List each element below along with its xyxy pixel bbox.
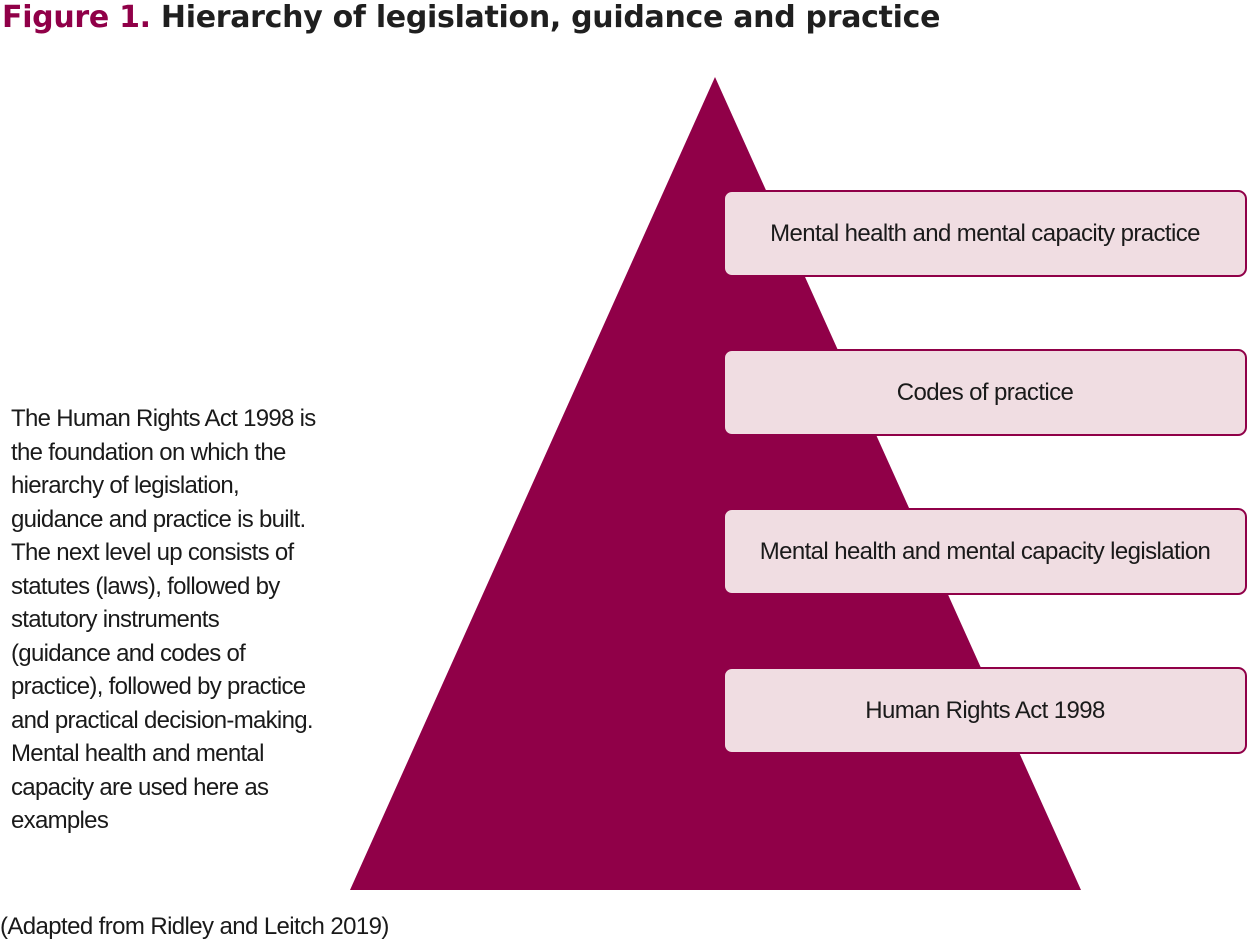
level-human-rights-act-label: Human Rights Act 1998 bbox=[865, 696, 1105, 724]
level-practice bbox=[723, 190, 1247, 277]
level-human-rights-act bbox=[723, 667, 1247, 754]
level-practice-label: Mental health and mental capacity practice bbox=[770, 219, 1200, 247]
level-codes-of-practice-label: Codes of practice bbox=[896, 378, 1074, 406]
description-text: The Human Rights Act 1998 is the foundation on which the hierarchy of legislation, guidance and practice is built. The next level up consists of statutes (laws), followed by statutory instruments (guidance and codes of practice), followed by practice and practical decision-making. Mental health and mental capacity are used here as examples bbox=[11, 405, 316, 834]
level-legislation-label: Mental health and mental capacity legislation bbox=[759, 537, 1211, 565]
figure-label: Figure 1. bbox=[2, 0, 151, 35]
source-citation: (Adapted from Ridley and Leitch 2019) bbox=[0, 913, 389, 940]
figure-title-text: Hierarchy of legislation, guidance and practice bbox=[150, 0, 941, 35]
level-legislation bbox=[723, 508, 1247, 595]
level-codes-of-practice bbox=[723, 349, 1247, 436]
